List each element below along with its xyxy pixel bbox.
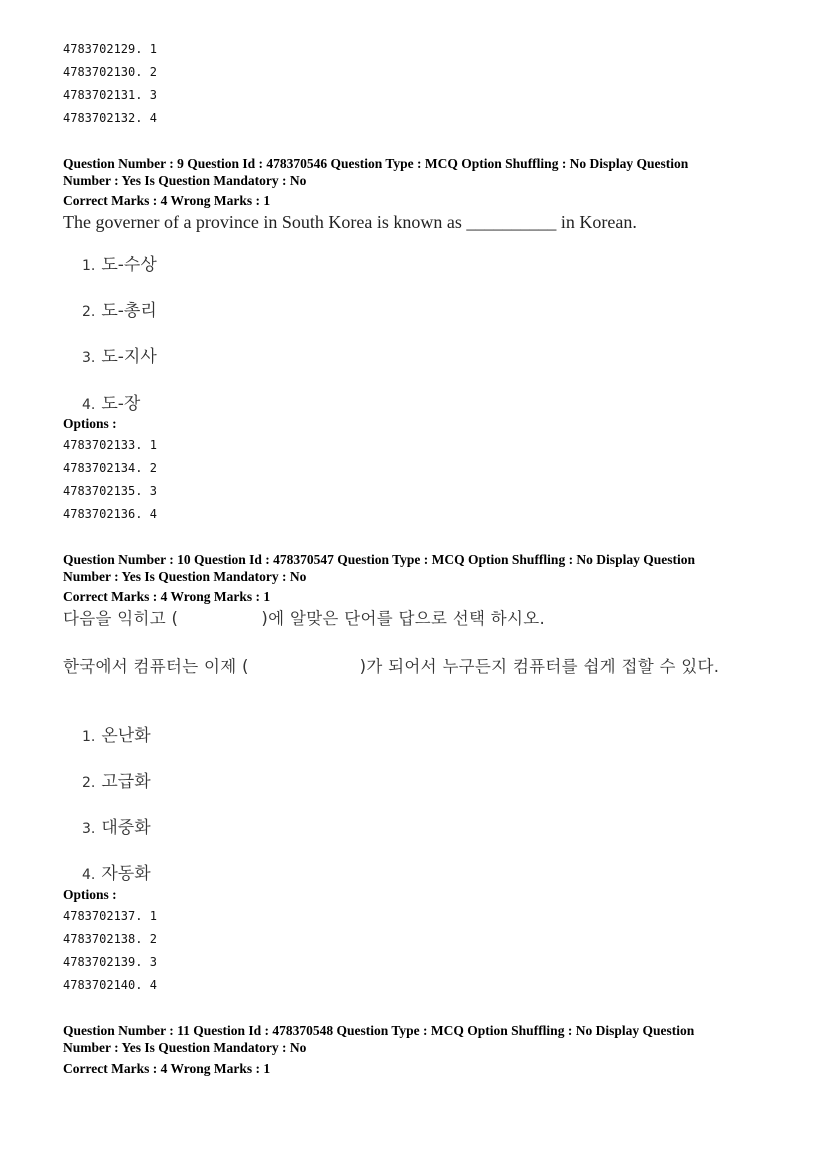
- options-label: Options :: [63, 416, 117, 431]
- answer-choice: [82, 817, 151, 840]
- answer-choice: [82, 771, 151, 794]
- answer-choice: [82, 725, 151, 748]
- choice-text: 온난화: [101, 726, 151, 746]
- choice-number: 3.: [82, 350, 96, 366]
- option-line: 4783702140. 4: [63, 978, 157, 992]
- option-line: 4783702136. 4: [63, 507, 157, 521]
- question-header-line: Number : Yes Is Question Mandatory : No: [63, 1040, 307, 1055]
- choice-number: 1.: [82, 258, 96, 274]
- option-line: 4783702132. 4: [63, 111, 157, 125]
- option-line: 4783702130. 2: [63, 65, 157, 79]
- choice-number: 4.: [82, 867, 96, 883]
- choice-text: 자동화: [101, 864, 151, 884]
- marks-line: Correct Marks : 4 Wrong Marks : 1: [63, 1061, 271, 1076]
- question-instruction: 다음을 익히고 ( )에 알맞은 단어를 답으로 선택 하시오.: [63, 609, 546, 628]
- choice-text: 고급화: [101, 772, 151, 792]
- question-header-line: Number : Yes Is Question Mandatory : No: [63, 569, 307, 584]
- question-header-line: Question Number : 11 Question Id : 478370548 Question Type : MCQ Option Shuffling : No Display Question: [63, 1023, 695, 1038]
- option-line: 4783702135. 3: [63, 484, 157, 498]
- choice-text: 도-지사: [101, 347, 157, 367]
- question-header-line: Question Number : 9 Question Id : 478370546 Question Type : MCQ Option Shuffling : No Display Question: [63, 156, 689, 171]
- choice-text: 도-장: [101, 394, 141, 414]
- options-label: Options :: [63, 887, 117, 902]
- choice-number: 1.: [82, 729, 96, 745]
- question-sentence: 한국에서 컴퓨터는 이제 ( )가 되어서 누구든지 컴퓨터를 쉽게 접할 수 있다.: [63, 657, 720, 676]
- option-line: 4783702133. 1: [63, 438, 157, 452]
- question-text: The governer of a province in South Korea is known as __________ in Korean.: [63, 212, 637, 232]
- option-line: 4783702129. 1: [63, 42, 157, 56]
- question-header: [63, 1022, 773, 1056]
- question-header-line: Question Number : 10 Question Id : 478370547 Question Type : MCQ Option Shuffling : No Display Question: [63, 552, 695, 567]
- answer-choice: [82, 346, 157, 369]
- option-line: 4783702138. 2: [63, 932, 157, 946]
- marks-line: Correct Marks : 4 Wrong Marks : 1: [63, 589, 271, 604]
- question-header: [63, 551, 773, 585]
- choice-text: 대중화: [101, 818, 151, 838]
- choice-number: 2.: [82, 304, 96, 320]
- option-line: 4783702137. 1: [63, 909, 157, 923]
- answer-choice: [82, 393, 140, 416]
- choice-number: 4.: [82, 397, 96, 413]
- answer-choice: [82, 863, 151, 886]
- choice-number: 3.: [82, 821, 96, 837]
- choice-number: 2.: [82, 775, 96, 791]
- option-line: 4783702139. 3: [63, 955, 157, 969]
- choice-text: 도-수상: [101, 255, 157, 275]
- option-line: 4783702131. 3: [63, 88, 157, 102]
- marks-line: Correct Marks : 4 Wrong Marks : 1: [63, 193, 271, 208]
- option-line: 4783702134. 2: [63, 461, 157, 475]
- answer-choice: [82, 300, 157, 323]
- question-header-line: Number : Yes Is Question Mandatory : No: [63, 173, 307, 188]
- choice-text: 도-총리: [101, 301, 157, 321]
- question-header: [63, 155, 773, 189]
- answer-choice: [82, 254, 157, 277]
